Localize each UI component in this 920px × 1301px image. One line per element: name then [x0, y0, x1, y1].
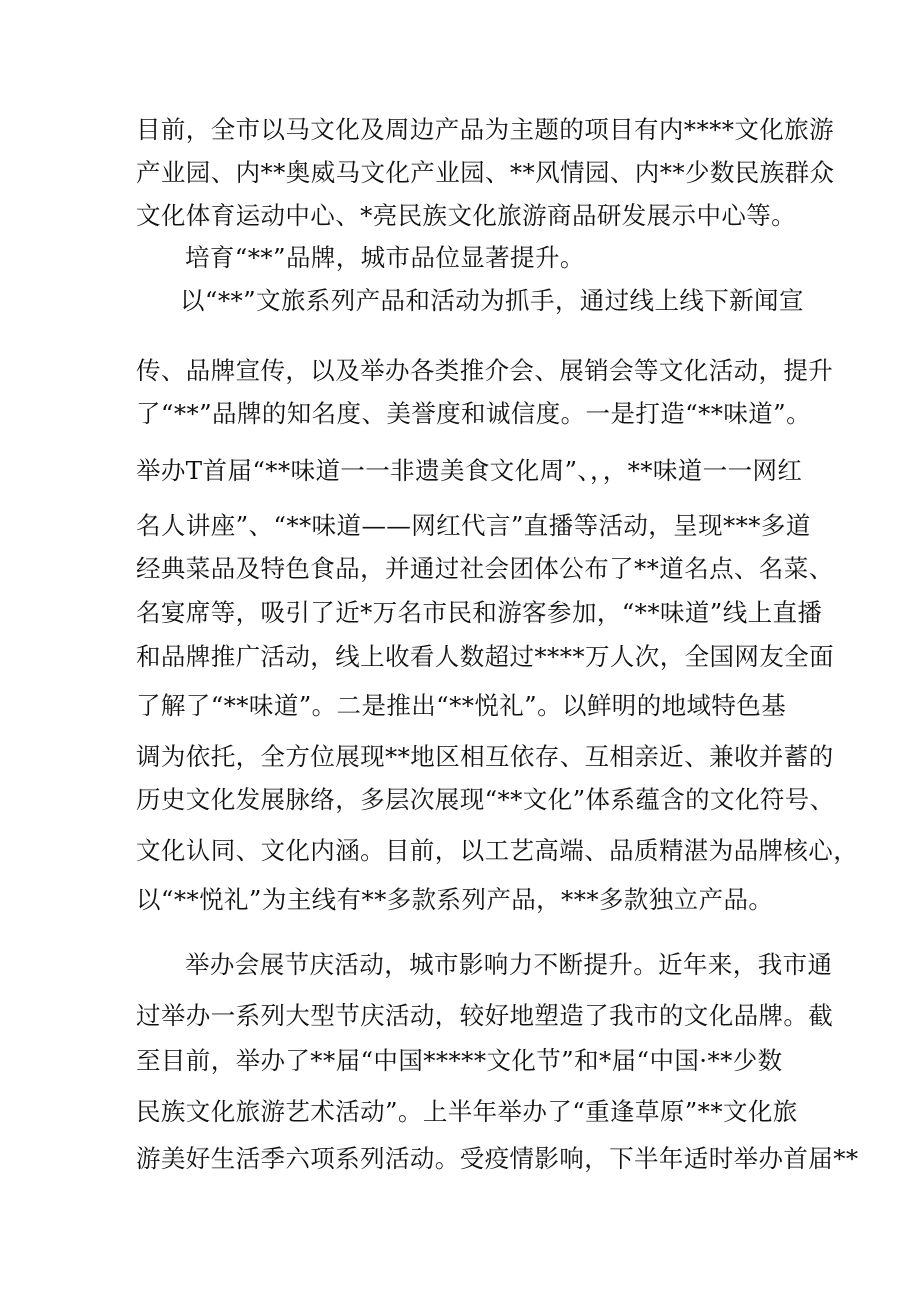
text-line: 至目前，举办了**届“中国*****文化节”和*届“中国·**少数: [136, 1046, 783, 1075]
text-line: 经典菜品及特色食品，并通过社会团体公布了**道名点、名菜、: [136, 554, 834, 583]
text-line: 游美好生活季六项系列活动。受疫情影响，下半年适时举办首届**: [136, 1144, 859, 1173]
text-line: 了“**”品牌的知名度、美誉度和诚信度。一是打造“**味道”。: [136, 399, 811, 428]
section-heading: 培育“**”品牌，城市品位显著提升。: [185, 243, 585, 272]
text-line: 历史文化发展脉络，多层次展现“**文化”体系蕴含的文化符号、: [136, 785, 835, 814]
text-line: 以“**悦礼”为主线有**多款系列产品，***多款独立产品。: [136, 885, 774, 914]
text-line: 举办T首届“**味道一一非遗美食文化周”、，，**味道一一网红: [136, 456, 803, 485]
text-line: 和品牌推广活动，线上收看人数超过****万人次，全国网友全面: [136, 642, 834, 671]
text-line: 以“**”文旅系列产品和活动为抓手，通过线上线下新闻宣: [180, 286, 804, 315]
text-line: 目前，全市以马文化及周边产品为主题的项目有内****文化旅游: [136, 115, 834, 144]
text-line: 了解了“**味道”。二是推出“**悦礼”。以鲜明的地域特色基: [136, 691, 787, 720]
text-line: 产业园、内**奥威马文化产业园、**风情园、内**少数民族群众: [136, 158, 835, 187]
text-line: 调为依托，全方位展现**地区相互依存、互相亲近、兼收并蓄的: [136, 742, 834, 771]
text-line: 名宴席等，吸引了近*万名市民和游客参加，“**味道”线上直播: [136, 598, 823, 627]
text-line: 传、品牌宣传，以及举办各类推介会、展销会等文化活动，提升: [136, 356, 834, 385]
text-line: 文化体育运动中心、*亮民族文化旅游商品研发展示中心等。: [136, 201, 797, 230]
section-heading: 举办会展节庆活动，城市影响力不断提升。近年来，我市通: [185, 950, 833, 979]
text-line: 过举办一系列大型节庆活动，较好地塑造了我市的文化品牌。截: [136, 1001, 834, 1030]
text-line: 民族文化旅游艺术活动”。上半年举办了“重逢草原”**文化旅: [136, 1097, 798, 1126]
text-line: 文化认同、文化内涵。目前，以工艺高端、品质精湛为品牌核心，: [136, 836, 859, 865]
text-line: 名人讲座”、“**味道——网红代言”直播等活动，呈现***多道: [136, 511, 811, 540]
